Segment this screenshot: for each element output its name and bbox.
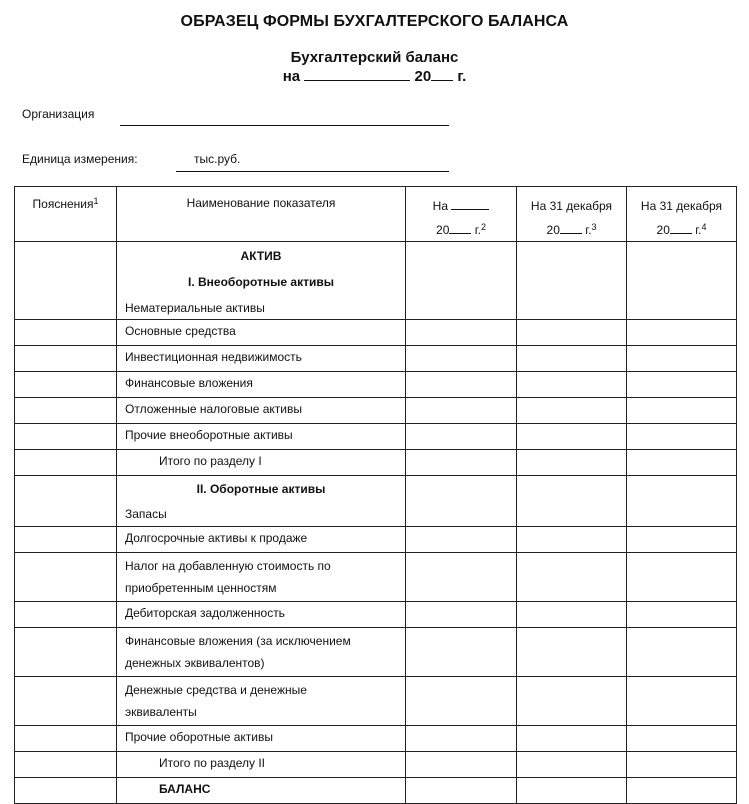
notes-cell[interactable] [15,726,117,752]
dec31-prev-year-blank[interactable] [560,222,582,234]
notes-cell[interactable] [15,450,117,476]
value-cell[interactable] [517,346,627,372]
vat-row-label: Налог на добавленную стоимость по приобретенным ценностям [117,553,406,602]
value-cell[interactable] [406,320,517,346]
value-cell[interactable] [627,628,737,677]
notes-cell[interactable] [15,527,117,553]
balance-table [14,186,737,804]
table-row [15,242,737,320]
value-cell[interactable] [517,752,627,778]
value-cell[interactable] [517,398,627,424]
period-year-blank[interactable] [449,222,471,234]
value-cell[interactable] [406,752,517,778]
section1-total-label: Итого по разделу I [117,450,406,476]
notes-cell[interactable] [15,476,117,527]
notes-cell[interactable] [15,553,117,602]
table-header-row [15,187,737,242]
value-cell[interactable] [627,476,737,527]
row-label: Прочие оборотные активы [117,726,406,752]
period-footnote-mark: 2 [480,222,486,232]
dec31-prior-footnote-mark: 4 [701,222,707,232]
value-cell[interactable] [627,553,737,602]
value-cell[interactable] [517,726,627,752]
row-label: Финансовые вложения [117,372,406,398]
date-day-month-blank[interactable] [304,67,410,81]
organization-field[interactable] [120,125,449,126]
table-row [15,372,737,398]
value-cell[interactable] [517,372,627,398]
section2-total-label: Итого по разделу II [117,752,406,778]
value-cell[interactable] [406,398,517,424]
current-assets-heading: II. Оборотные активы [196,482,326,496]
notes-cell[interactable] [15,752,117,778]
value-cell[interactable] [517,450,627,476]
value-cell[interactable] [627,346,737,372]
table-row [15,398,737,424]
organization-label: Организация [22,107,95,121]
value-cell[interactable] [627,752,737,778]
balance-total-label: БАЛАНС [117,778,406,804]
value-cell[interactable] [406,628,517,677]
value-cell[interactable] [627,242,737,320]
table-row [15,677,737,726]
row-label: Долгосрочные активы к продаже [117,527,406,553]
table-row [15,602,737,628]
notes-cell[interactable] [15,242,117,320]
table-row [15,527,737,553]
date-suffix: г. [457,68,467,85]
notes-cell[interactable] [15,602,117,628]
value-cell[interactable] [517,602,627,628]
value-cell[interactable] [517,677,627,726]
value-cell[interactable] [627,320,737,346]
value-cell[interactable] [406,346,517,372]
date-prefix: на [282,68,301,85]
table-row [15,628,737,677]
row-label: Прочие внеоборотные активы [117,424,406,450]
value-cell[interactable] [627,424,737,450]
value-cell[interactable] [627,602,737,628]
row-label: Запасы [125,507,167,521]
value-cell[interactable] [627,527,737,553]
value-cell[interactable] [406,527,517,553]
value-cell[interactable] [406,602,517,628]
unit-value: тыс.руб. [194,152,241,166]
table-row [15,726,737,752]
period-column-header: На 20 г.$^2$ [406,187,517,242]
value-cell[interactable] [627,398,737,424]
value-cell[interactable] [627,726,737,752]
notes-cell[interactable] [15,628,117,677]
notes-cell[interactable] [15,320,117,346]
value-cell[interactable] [406,372,517,398]
dec31-prev-column-header: На 31 декабря 20 г.$^3$ [517,187,627,242]
indicator-name-column-header: Наименование показателя [117,187,406,242]
dec31-prior-year-blank[interactable] [670,222,692,234]
table-row [15,424,737,450]
value-cell[interactable] [517,628,627,677]
table-row [15,320,737,346]
unit-field[interactable] [176,171,449,172]
value-cell[interactable] [627,677,737,726]
value-cell[interactable] [517,476,627,527]
row-label: Инвестиционная недвижимость [117,346,406,372]
short-term-investments-row-label: Финансовые вложения (за исключением денежных эквивалентов) [117,628,406,677]
date-year-prefix: 20 [414,68,432,85]
value-cell[interactable] [517,527,627,553]
assets-heading: АКТИВ [240,249,282,263]
current-assets-heading-cell [117,476,406,527]
noncurrent-assets-heading: I. Внеоборотные активы [188,275,334,289]
dec31-prior-column-header: На 31 декабря 20 г.$^4$ [627,187,737,242]
notes-cell[interactable] [15,398,117,424]
table-row [15,450,737,476]
dec31-prev-footnote-mark: 3 [591,222,597,232]
period-date-blank[interactable] [451,198,489,210]
notes-cell[interactable] [15,424,117,450]
value-cell[interactable] [517,242,627,320]
value-cell[interactable] [517,424,627,450]
value-cell[interactable] [627,372,737,398]
notes-column-header: Пояснения$^1$ [15,187,117,242]
value-cell[interactable] [406,424,517,450]
value-cell[interactable] [627,450,737,476]
row-label: Нематериальные активы [125,301,265,315]
table-row [15,553,737,602]
assets-section-heading-cell [117,242,406,320]
table-row [15,752,737,778]
date-year-blank[interactable] [431,67,453,81]
value-cell[interactable] [406,553,517,602]
value-cell[interactable] [406,476,517,527]
value-cell[interactable] [517,320,627,346]
row-label: Дебиторская задолженность [117,602,406,628]
value-cell[interactable] [406,677,517,726]
notes-cell[interactable] [15,372,117,398]
value-cell[interactable] [406,242,517,320]
value-cell[interactable] [406,726,517,752]
row-label: Основные средства [117,320,406,346]
value-cell[interactable] [517,553,627,602]
table-row [15,346,737,372]
unit-label: Единица измерения: [22,152,138,166]
row-label: Отложенные налоговые активы [117,398,406,424]
cash-row-label: Денежные средства и денежные эквиваленты [117,677,406,726]
notes-cell[interactable] [15,346,117,372]
table-row [15,476,737,527]
notes-footnote-mark: 1 [93,196,99,206]
balance-subtitle: Бухгалтерский баланс [290,49,459,66]
document-title: ОБРАЗЕЦ ФОРМЫ БУХГАЛТЕРСКОГО БАЛАНСА [180,13,569,30]
value-cell[interactable] [406,450,517,476]
notes-cell[interactable] [15,677,117,726]
balance-date-line [0,67,749,85]
